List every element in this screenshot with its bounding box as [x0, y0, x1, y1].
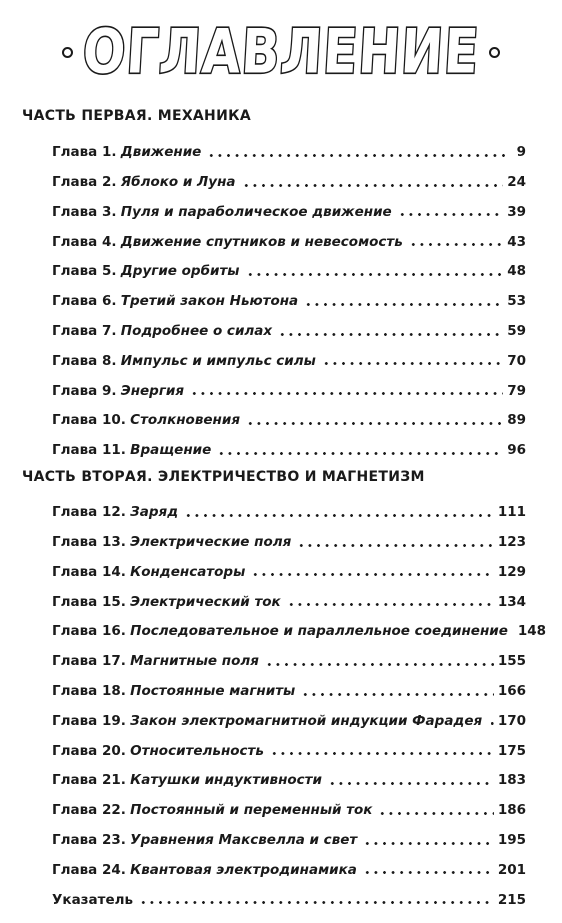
page-number: 48 — [507, 263, 526, 280]
page-number: 201 — [497, 861, 526, 878]
page-number: 89 — [507, 412, 526, 429]
page-number: 79 — [507, 382, 526, 399]
title-banner — [0, 12, 562, 92]
chapter-label — [52, 712, 483, 729]
chapter-label — [52, 265, 240, 279]
chapter-number: Глава 18. — [52, 683, 126, 700]
chapter-title: Столкновения — [130, 412, 240, 429]
toc-entry[interactable] — [52, 368, 526, 398]
chapter-title: Катушки индуктивности — [130, 772, 322, 789]
toc-entry[interactable] — [52, 309, 526, 339]
chapter-label — [52, 774, 322, 788]
dot-leader — [409, 243, 503, 246]
dot-leader — [246, 273, 504, 276]
page-number: 9 — [516, 144, 526, 161]
part-1-chapter-list — [52, 130, 526, 458]
chapter-number: Глава 23. — [52, 832, 126, 849]
page-number: 59 — [507, 323, 526, 340]
toc-entry[interactable] — [52, 428, 526, 458]
chapter-number: Глава 11. — [52, 442, 126, 459]
chapter-title: Заряд — [130, 504, 179, 521]
toc-entry[interactable] — [52, 818, 526, 848]
page-number: 111 — [497, 504, 526, 521]
dot-leader — [304, 303, 503, 306]
chapter-title: Относительность — [130, 742, 264, 759]
chapter-label — [52, 834, 357, 848]
chapter-number: Глава 13. — [52, 534, 126, 551]
dot-leader — [301, 693, 494, 696]
chapter-title: Последовательное и параллельное соединение — [130, 623, 508, 640]
dot-leader — [246, 422, 503, 425]
page-number: 123 — [497, 534, 526, 551]
chapter-label — [52, 742, 264, 759]
chapter-label — [52, 655, 259, 669]
page-number: 24 — [507, 174, 526, 191]
page-number: 148 — [517, 623, 547, 640]
chapter-label — [52, 325, 272, 339]
toc-entry[interactable] — [52, 130, 526, 160]
chapter-title: Конденсаторы — [130, 563, 246, 580]
dot-leader — [139, 901, 494, 904]
chapter-label — [52, 414, 240, 428]
chapter-number: Глава 4. — [52, 233, 117, 250]
chapter-label — [52, 352, 316, 369]
chapter-title: Пуля и параболическое движение — [120, 203, 392, 220]
left-ornament-dot — [62, 47, 73, 58]
chapter-number: Глава 3. — [52, 203, 117, 220]
chapter-number: Глава 16. — [52, 623, 126, 640]
page-number: 129 — [497, 563, 526, 580]
chapter-title: Уравнения Максвелла и свет — [130, 832, 358, 849]
chapter-title: Электрические поля — [130, 534, 292, 551]
toc-entry[interactable] — [52, 339, 526, 369]
dot-leader — [270, 752, 494, 755]
chapter-title: Импульс и импульс силы — [120, 352, 316, 369]
chapter-number: Глава 24. — [52, 861, 126, 878]
chapter-label — [52, 203, 392, 220]
chapter-number: Глава 10. — [52, 412, 126, 429]
chapter-number: Глава 7. — [52, 323, 117, 340]
chapter-number: Глава 21. — [52, 772, 126, 789]
chapter-number: Глава 22. — [52, 802, 126, 819]
toc-entry[interactable] — [52, 160, 526, 190]
page-number: 53 — [507, 293, 526, 310]
chapter-label — [52, 593, 281, 610]
chapter-title: Вращение — [130, 442, 212, 459]
toc-entry[interactable] — [52, 877, 526, 907]
dot-leader — [207, 154, 508, 157]
dot-leader — [217, 452, 503, 455]
chapter-number: Глава 8. — [52, 352, 117, 369]
dot-leader — [398, 213, 503, 216]
chapter-label — [52, 233, 403, 250]
dot-leader — [328, 782, 494, 785]
dot-leader — [322, 362, 503, 365]
chapter-number: Глава 17. — [52, 653, 126, 670]
page-number: 166 — [497, 683, 526, 700]
chapter-title: Магнитные поля — [130, 653, 259, 670]
page-number: 170 — [497, 712, 526, 729]
page-number: 183 — [497, 772, 526, 789]
dot-leader — [278, 333, 503, 336]
dot-leader — [242, 184, 504, 187]
page-number: 134 — [497, 593, 526, 610]
dot-leader — [251, 573, 494, 576]
dot-leader — [488, 722, 494, 725]
chapter-label — [52, 146, 201, 160]
right-ornament-dot — [489, 47, 500, 58]
part-2-chapter-list — [52, 490, 547, 908]
chapter-label — [52, 536, 291, 550]
chapter-number: Глава 20. — [52, 742, 126, 759]
toc-entry[interactable] — [52, 848, 526, 878]
toc-entry[interactable] — [52, 520, 526, 550]
chapter-title: Другие орбиты — [120, 263, 240, 280]
chapter-number: Глава 9. — [52, 382, 117, 399]
page-number: 39 — [507, 203, 526, 220]
dot-leader — [363, 842, 494, 845]
part-heading-1: ЧАСТЬ ПЕРВАЯ. МЕХАНИКА — [22, 108, 251, 124]
chapter-title: Подробнее о силах — [120, 323, 273, 340]
chapter-title: Движение — [120, 144, 202, 161]
chapter-title: Электрический ток — [130, 593, 281, 610]
chapter-title: Постоянные магниты — [130, 683, 296, 700]
page-title: ОГЛАВЛЕНИЕ — [80, 16, 482, 88]
toc-entry[interactable] — [52, 579, 526, 609]
chapter-label — [52, 295, 298, 309]
part-heading-2: ЧАСТЬ ВТОРАЯ. ЭЛЕКТРИЧЕСТВО И МАГНЕТИЗМ — [22, 469, 425, 485]
toc-entry[interactable] — [52, 699, 526, 729]
toc-entry[interactable] — [52, 639, 526, 669]
toc-entry[interactable] — [52, 669, 526, 699]
toc-entry[interactable] — [52, 219, 526, 249]
toc-entry[interactable] — [52, 249, 526, 279]
toc-entry[interactable] — [52, 398, 526, 428]
page-number: 186 — [497, 802, 526, 819]
chapter-label — [52, 382, 185, 399]
chapter-title: Движение спутников и невесомость — [120, 233, 403, 250]
chapter-title: Третий закон Ньютона — [120, 293, 299, 310]
toc-entry[interactable] — [52, 490, 526, 520]
dot-leader — [190, 392, 503, 395]
page-number: 70 — [507, 352, 526, 369]
chapter-number: Глава 2. — [52, 174, 117, 191]
dot-leader — [287, 603, 494, 606]
chapter-number: Глава 12. — [52, 504, 126, 521]
chapter-number: Глава 14. — [52, 563, 126, 580]
chapter-label — [52, 685, 295, 699]
chapter-title: Яблоко и Луна — [120, 174, 236, 191]
toc-entry[interactable] — [52, 609, 547, 640]
toc-entry[interactable] — [52, 190, 526, 220]
chapter-title: Постоянный и переменный ток — [130, 802, 373, 819]
chapter-number: Глава 15. — [52, 593, 126, 610]
chapter-label — [52, 506, 178, 520]
dot-leader — [184, 514, 494, 517]
chapter-number: Глава 6. — [52, 293, 117, 310]
page-number: 96 — [507, 442, 526, 459]
chapter-title: Указатель — [52, 891, 134, 908]
toc-entry[interactable] — [52, 728, 526, 758]
chapter-number: Глава 19. — [52, 712, 126, 729]
chapter-title: Энергия — [120, 382, 185, 399]
chapter-number: Глава 5. — [52, 263, 117, 280]
dot-leader — [378, 812, 493, 815]
page-number: 155 — [497, 653, 526, 670]
page-number: 175 — [497, 742, 526, 759]
chapter-label — [52, 804, 372, 818]
dot-leader — [265, 663, 494, 666]
toc-entry[interactable] — [52, 758, 526, 788]
chapter-label — [52, 444, 211, 458]
chapter-label — [52, 891, 134, 908]
dot-leader — [363, 871, 494, 874]
chapter-label — [52, 861, 357, 878]
chapter-label — [52, 563, 246, 580]
page-number: 195 — [497, 832, 526, 849]
page-number: 215 — [497, 891, 526, 908]
page-number: 43 — [507, 233, 526, 250]
dot-leader — [297, 544, 494, 547]
toc-entry[interactable] — [52, 279, 526, 309]
chapter-label — [52, 625, 508, 639]
chapter-label — [52, 176, 236, 190]
chapter-number: Глава 1. — [52, 144, 117, 161]
chapter-title: Квантовая электродинамика — [130, 861, 357, 878]
toc-entry[interactable] — [52, 550, 526, 580]
chapter-title: Закон электромагнитной индукции Фарадея — [130, 712, 483, 729]
toc-entry[interactable] — [52, 788, 526, 818]
